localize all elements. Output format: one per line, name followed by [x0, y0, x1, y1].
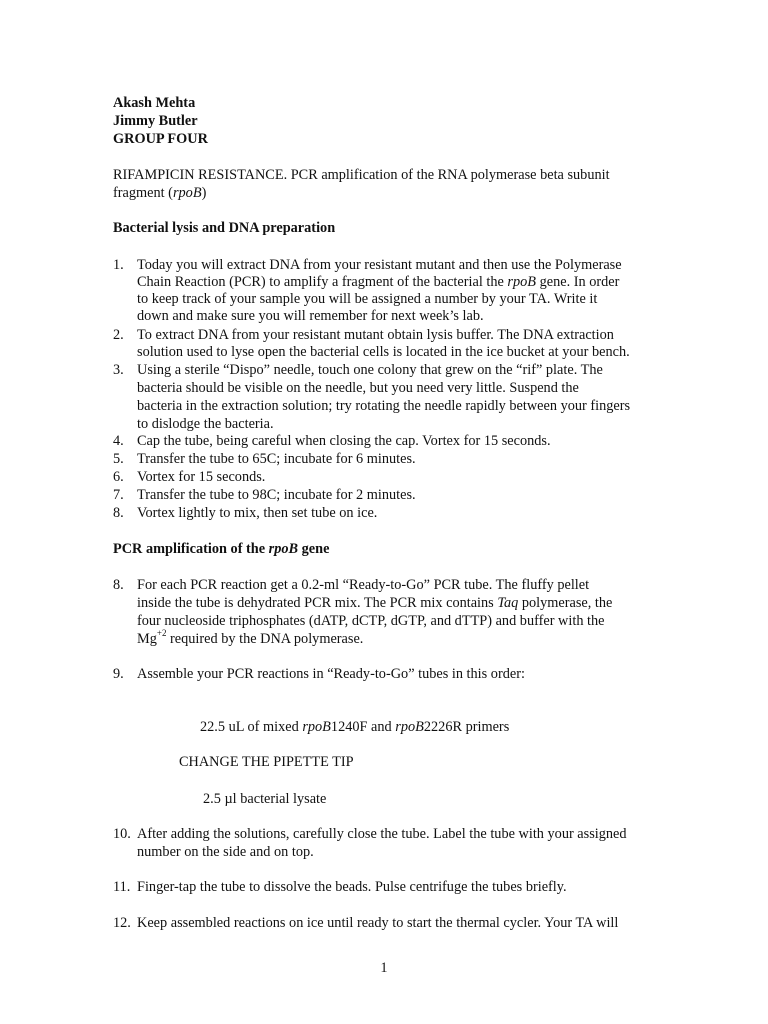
author-name-1: Akash Mehta	[113, 95, 196, 111]
item-number: 8.	[113, 577, 124, 593]
author-name-2: Jimmy Butler	[113, 113, 198, 129]
section-heading-lysis: Bacterial lysis and DNA preparation	[113, 220, 336, 236]
item-text: Using a sterile “Dispo” needle, touch one colony that grew on the “rif” plate. The	[137, 362, 603, 378]
item-number: 1.	[113, 257, 124, 273]
item-number: 9.	[113, 666, 124, 682]
item-text: inside the tube is dehydrated PCR mix. The PCR mix contains Taq polymerase, the	[137, 595, 613, 611]
item-number: 2.	[113, 327, 124, 343]
item-text: Chain Reaction (PCR) to amplify a fragment of the bacterial the rpoB gene. In order	[137, 274, 620, 290]
item-number: 8.	[113, 505, 124, 521]
item-text: After adding the solutions, carefully close the tube. Label the tube with your assigned	[137, 826, 627, 842]
section-heading-pcr: PCR amplification of the rpoB gene	[113, 541, 330, 557]
item-text: bacteria should be visible on the needle, but you need very little. Suspend the	[137, 380, 579, 396]
item-text: to dislodge the bacteria.	[137, 416, 274, 432]
item-text: solution used to lyse open the bacterial cells is located in the ice bucket at your bench.	[137, 344, 630, 360]
item-number: 12.	[113, 915, 131, 931]
page-number: 1	[380, 960, 388, 976]
reagent-primers: 22.5 uL of mixed rpoB1240F and rpoB2226R primers	[200, 719, 510, 735]
title-line-2: fragment (rpoB)	[113, 185, 207, 201]
item-text: Finger-tap the tube to dissolve the beads. Pulse centrifuge the tubes briefly.	[137, 879, 567, 895]
item-text: Vortex for 15 seconds.	[137, 469, 266, 485]
item-text: Assemble your PCR reactions in “Ready-to-Go” tubes in this order:	[137, 666, 525, 682]
item-text: For each PCR reaction get a 0.2-ml “Ready-to-Go” PCR tube. The fluffy pellet	[137, 577, 590, 593]
item-text: Vortex lightly to mix, then set tube on ice.	[137, 505, 378, 521]
item-text: Transfer the tube to 98C; incubate for 2 minutes.	[137, 487, 416, 503]
item-number: 10.	[113, 826, 131, 842]
group-label: GROUP FOUR	[113, 131, 208, 147]
item-number: 6.	[113, 469, 124, 485]
item-text: $Mg^{+2}$ required by the DNA polymerase.	[137, 628, 364, 647]
item-text: To extract DNA from your resistant mutant obtain lysis buffer. The DNA extraction	[137, 327, 614, 343]
item-text: down and make sure you will remember for next week’s lab.	[137, 308, 484, 324]
item-number: 7.	[113, 487, 124, 503]
item-text: number on the side and on top.	[137, 844, 314, 860]
item-text: Transfer the tube to 65C; incubate for 6 minutes.	[137, 451, 416, 467]
item-text: to keep track of your sample you will be assigned a number by your TA. Write it	[137, 291, 598, 307]
item-number: 11.	[113, 879, 131, 895]
item-text: Today you will extract DNA from your resistant mutant and then use the Polymerase	[137, 257, 622, 273]
item-number: 4.	[113, 433, 124, 449]
reagent-lysate: 2.5 µl bacterial lysate	[203, 791, 327, 807]
change-tip-instruction: CHANGE THE PIPETTE TIP	[179, 754, 354, 770]
item-text: Cap the tube, being careful when closing the cap. Vortex for 15 seconds.	[137, 433, 551, 449]
item-number: 3.	[113, 362, 124, 378]
item-number: 5.	[113, 451, 124, 467]
item-text: bacteria in the extraction solution; try rotating the needle rapidly between your fingers	[137, 398, 631, 414]
title-line-1: RIFAMPICIN RESISTANCE. PCR amplification of the RNA polymerase beta subunit	[113, 167, 610, 183]
item-text: four nucleoside triphosphates (dATP, dCTP, dGTP, and dTTP) and buffer with the	[137, 613, 605, 629]
item-text: Keep assembled reactions on ice until ready to start the thermal cycler. Your TA will	[137, 915, 619, 931]
